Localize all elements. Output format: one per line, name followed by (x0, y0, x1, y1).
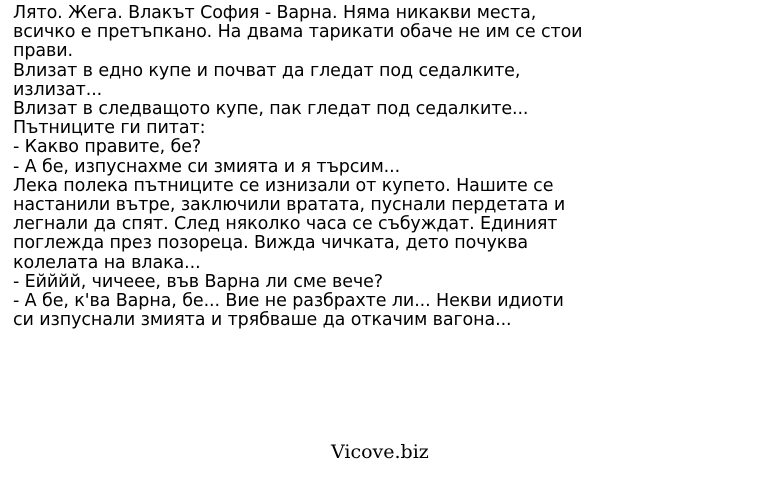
joke-line: - А бе, изпуснахме си змията и я търсим... (13, 156, 401, 177)
joke-line: Пътниците ги питат: (13, 118, 206, 139)
joke-line: настанили вътре, заключили вратата, пуснали пердетата и (13, 195, 566, 216)
joke-line: Лека полека пътниците се изнизали от купето. Нашите се (13, 175, 554, 196)
joke-line: - Какво правите, бе? (13, 137, 202, 158)
joke-line: - А бе, к'ва Варна, бе... Вие не разбрахте ли... Некви идиоти (13, 291, 564, 312)
joke-line: излизат... (13, 79, 103, 100)
joke-line: легнали да спят. След няколко часа се събуждат. Единият (13, 214, 558, 235)
joke-line: прави. (13, 41, 73, 62)
joke-line: поглежда през позореца. Вижда чичката, дето почуква (13, 233, 529, 254)
joke-line: Влизат в следващото купе, пак гледат под седалките... (13, 99, 529, 120)
joke-line: всичко е претъпкано. На двама тарикати обаче не им се стои (13, 22, 583, 43)
joke-line: си изпуснали змията и трябваше да откачим вагона... (13, 310, 512, 331)
joke-line: - Ейййй, чичеее, във Варна ли сме вече? (13, 271, 384, 292)
joke-line: Лято. Жега. Влакът София - Варна. Няма никакви места, (13, 3, 537, 23)
site-watermark: Vicove.biz (331, 441, 429, 463)
joke-text (13, 4, 758, 330)
joke-line: колелата на влака... (13, 252, 201, 273)
joke-line: Влизат в едно купе и почват да гледат под седалките, (13, 60, 521, 81)
